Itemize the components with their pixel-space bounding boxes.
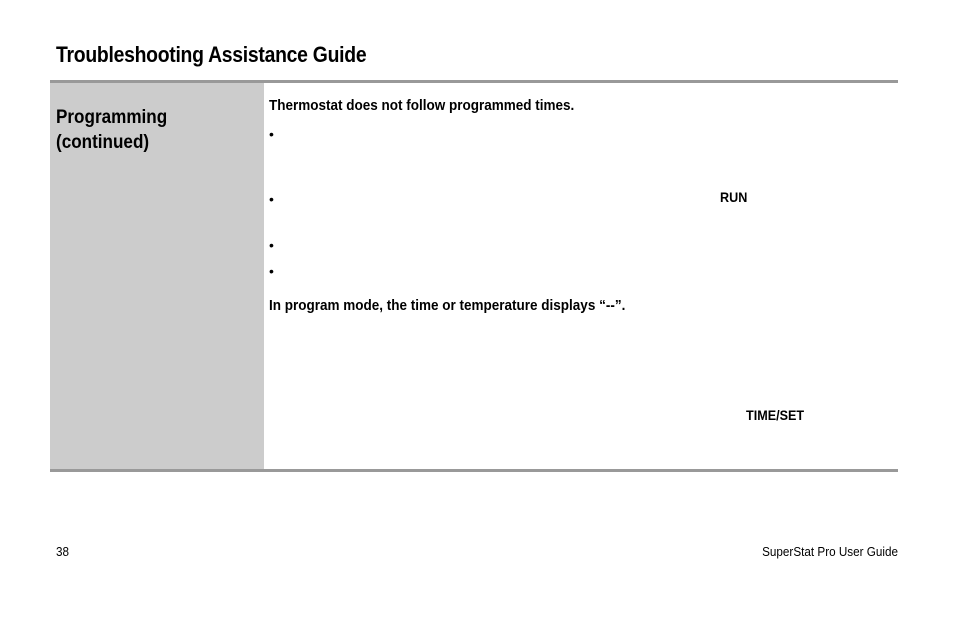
bullet: • [269, 126, 274, 142]
page-number: 38 [56, 544, 70, 559]
page-title: Troubleshooting Assistance Guide [56, 42, 367, 67]
bullet: • [269, 263, 274, 279]
category-cell [50, 83, 264, 469]
details-cell [264, 83, 898, 469]
section-title [56, 105, 167, 155]
bullet: • [269, 237, 274, 253]
time-set-keyword: TIME/SET [746, 407, 805, 423]
section-title-line-2: (continued) [56, 132, 150, 153]
bullet: • [269, 191, 274, 207]
run-keyword: RUN [720, 189, 748, 205]
troubleshooting-table [50, 80, 898, 472]
guide-name: SuperStat Pro User Guide [762, 544, 898, 559]
section-title-line-1: Programming [56, 107, 168, 128]
issue-heading-dashes-display: In program mode, the time or temperature displays “--”. [269, 297, 626, 314]
issue-heading-programmed-times: Thermostat does not follow programmed times. [269, 97, 575, 114]
